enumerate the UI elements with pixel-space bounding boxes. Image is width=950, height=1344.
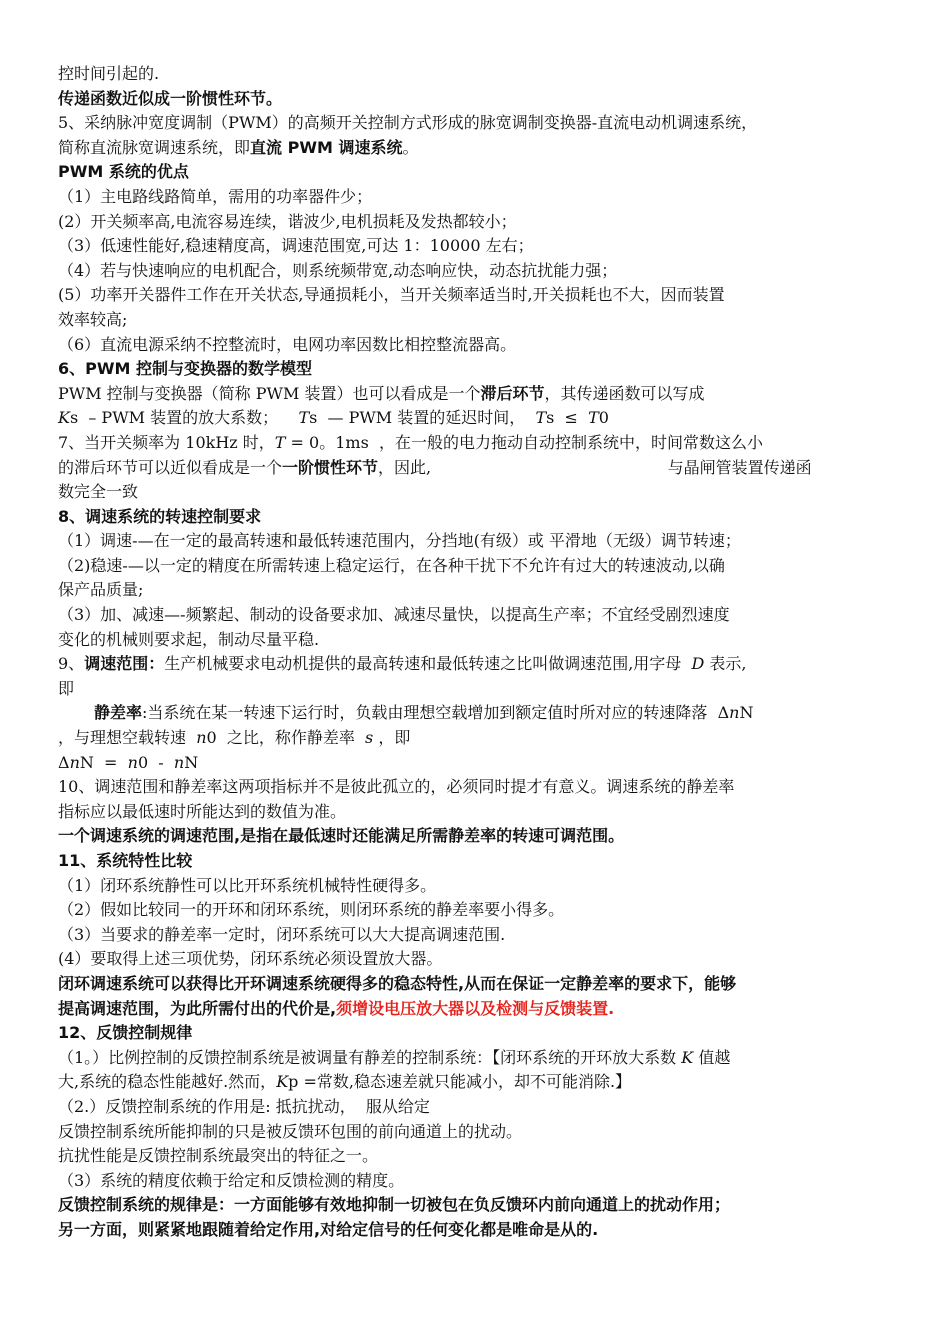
text-span: 7、当开关频率为 10kHz 时，: [58, 432, 275, 452]
text-span: s: [365, 728, 374, 748]
bold-text: 直流 PWM 调速系统: [250, 137, 403, 157]
text-span: N: [184, 752, 199, 772]
text-line: 10、调速范围和静差率这两项指标并不是彼此孤立的，必须同时提才有意义。调速系统的静差率: [58, 777, 735, 797]
text-line: [58, 431, 888, 456]
text-line: 反馈控制系统的规律是：一方面能够有效地抑制一切被包在负反馈环内前向通道上的扰动作用；: [58, 1195, 731, 1215]
text-span: n: [196, 728, 207, 748]
text-line: 8、调速系统的转速控制要求: [58, 506, 262, 526]
text-line: （1）调速-—在一定的最高转速和最低转速范围内，分挡地(有级）或 平滑地（无级）调节转速；: [58, 531, 741, 551]
text-span: n: [173, 752, 185, 772]
text-span: n: [729, 703, 740, 723]
text-span: 简称直流脉宽调速系统，即: [58, 137, 251, 157]
text-line: 控时间引起的.: [58, 64, 160, 83]
bold-text: 滞后环节: [480, 383, 545, 403]
text-line: 抗扰性能是反馈控制系统最突出的特征之一。: [58, 1146, 379, 1166]
text-span: 表示,: [704, 654, 747, 674]
text-line: （3）低速性能好,稳速精度高，调速范围宽,可达 1：10000 左右；: [58, 236, 534, 256]
text-line: 12、反馈控制规律: [58, 1023, 193, 1043]
highlight-text: 须增设电压放大器以及检测与反馈装置.: [336, 998, 615, 1018]
text-line: (4）要取得上述三项优势，闭环系统必须设置放大器。: [58, 949, 443, 969]
text-line: 11、系统特性比较: [58, 851, 193, 870]
text-span: T: [588, 408, 599, 428]
text-line: 另一方面，则紧紧地跟随着给定作用,对给定信号的任何变化都是唯命是从的.: [58, 1219, 599, 1239]
text-span: T: [274, 432, 286, 452]
text-line: 6、PWM 控制与变换器的数学模型: [58, 359, 313, 379]
text-span: 0 之比，称作静差率: [206, 728, 366, 748]
text-line: 一个调速系统的调速范围,是指在最低速时还能满足所需静差率的转速可调范围。: [58, 826, 625, 846]
text-line: 传递函数近似成一阶惯性环节。: [58, 88, 283, 108]
text-line: [58, 1046, 888, 1071]
text-line: [58, 456, 888, 481]
text-line: (5）功率开关器件工作在开关状态,导通损耗小，当开关频率适当时,开关损耗也不大，因而装置: [58, 285, 725, 305]
text-span: = 0。1ms ，在一般的电力拖动自动控制系统中，时间常数这么小: [285, 432, 763, 452]
text-line: [58, 997, 888, 1022]
text-span: s — PWM 装置的延迟时间，: [309, 408, 536, 428]
text-span: n: [69, 752, 80, 772]
text-line: 效率较高;: [58, 309, 128, 329]
text-line: [58, 726, 888, 751]
text-span: D: [691, 654, 705, 674]
text-span: 0 -: [137, 752, 174, 772]
text-line: [58, 652, 888, 677]
text-span: n: [127, 752, 138, 772]
text-span: K: [681, 1047, 694, 1067]
text-span: K: [58, 408, 70, 428]
text-span: 0: [598, 408, 609, 428]
bold-text: 一阶惯性环节: [282, 457, 379, 477]
text-span: ，因此,: [378, 457, 432, 477]
bold-text: 提高调速范围，为此所需付出的代价是,: [58, 998, 337, 1018]
text-span: ，与理想空载转速: [58, 728, 197, 748]
text-line: 保产品质量;: [58, 580, 144, 600]
text-span: 生产机械要求电动机提供的最高转速和最低转速之比叫做调速范围,用字母: [164, 654, 692, 674]
bold-text: 静差率: [94, 703, 143, 723]
text-line: [58, 136, 888, 161]
text-line: [58, 406, 888, 431]
text-line: [58, 701, 888, 726]
text-span: N =: [79, 752, 128, 772]
text-line: （1）主电路线路简单，需用的功率器件少；: [58, 186, 373, 206]
text-line: 数完全一致: [58, 482, 139, 502]
text-line: （3）当要求的静差率一定时，闭环系统可以大大提高调速范围.: [58, 924, 506, 944]
text-line: 反馈控制系统所能抑制的只是被反馈环包围的前向通道上的扰动。: [58, 1121, 523, 1141]
text-span: 。: [402, 137, 419, 157]
text-line: （2）假如比较同一的开环和闭环系统，则闭环系统的静差率要小得多。: [58, 900, 565, 920]
text-line: （2)稳速-—以一定的精度在所需转速上稳定运行，在各种干扰下不允许有过大的转速波动,以确: [58, 555, 725, 575]
text-span: p =常数,稳态速差就只能减小，却不可能消除.】: [288, 1072, 632, 1092]
text-line: （6）直流电源采纳不控整流时，电网功率因数比相控整流器高。: [58, 334, 517, 354]
bold-text: 调速范围：: [84, 654, 165, 674]
text-span: 值越: [693, 1047, 731, 1067]
text-line: [58, 751, 888, 776]
text-line: 变化的机械则要求起，制动尽量平稳.: [58, 629, 320, 649]
text-span: PWM 控制与变换器（简称 PWM 装置）也可以看成是一个: [58, 383, 481, 403]
text-line: （1）闭环系统静性可以比开环系统机械特性硬得多。: [58, 875, 437, 895]
text-span: T: [298, 408, 310, 428]
text-span: ，其传递函数可以写成: [544, 383, 705, 403]
text-line: （3）系统的精度依赖于给定和反馈检测的精度。: [58, 1170, 405, 1190]
text-line: (2）开关频率高,电流容易连续，谐波少,电机损耗及发热都较小；: [58, 211, 517, 231]
text-span: s ≤: [546, 408, 589, 428]
text-span: K: [276, 1072, 289, 1092]
text-line: PWM 系统的优点: [58, 162, 189, 182]
text-line: 指标应以最低速时所能达到的数值为准。: [58, 801, 347, 821]
text-line: [58, 382, 888, 407]
text-line: （3）加、减速—-频繁起、制动的设备要求加、减速尽量快，以提高生产率；不宜经受剧烈速度: [58, 605, 730, 625]
text-line: （4）若与快速响应的电机配合，则系统频带宽,动态响应快，动态抗扰能力强；: [58, 260, 618, 280]
text-line: （2.）反馈控制系统的作用是: 抵抗扰动， 服从给定: [58, 1096, 430, 1116]
text-line: 闭环调速系统可以获得比开环调速系统硬得多的稳态特性,从而在保证一定静差率的要求下，能够: [58, 973, 737, 993]
text-span: :当系统在某一转速下运行时，负载由理想空载增加到额定值时所对应的转速降落 Δ: [142, 703, 730, 723]
text-span: 9、: [58, 654, 85, 674]
text-span: N: [739, 703, 754, 723]
text-span: 的滞后环节可以近似看成是一个: [58, 457, 283, 477]
text-span: s – PWM 装置的放大系数；: [69, 408, 299, 428]
text-line: 5、采纳脉冲宽度调制（PWM）的高频开关控制方式形成的脉宽调制变换器-直流电动机调速系统，: [58, 113, 758, 133]
text-span: ，即: [373, 728, 411, 748]
text-span: （1。）比例控制的反馈控制系统是被调量有静差的控制系统：【闭环系统的开环放大系数: [58, 1047, 682, 1067]
text-span: 大,系统的稳态性能越好.然而，: [58, 1072, 277, 1092]
document-body: [58, 62, 888, 1243]
text-span: Δ: [58, 752, 70, 772]
text-line: [58, 1070, 888, 1095]
text-span: 与晶闸管装置传递函: [581, 457, 812, 477]
text-line: 即: [58, 678, 75, 698]
text-span: T: [535, 408, 547, 428]
